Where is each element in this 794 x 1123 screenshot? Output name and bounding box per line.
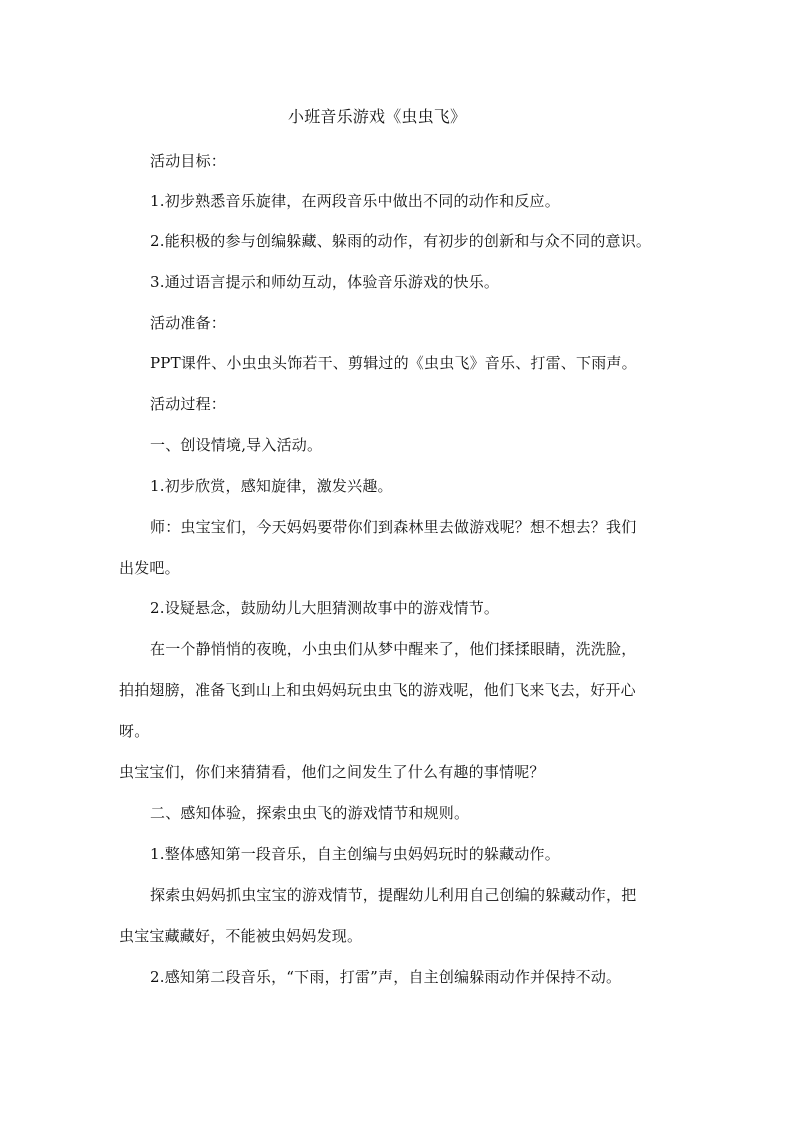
- paragraph-line: 1.初步熟悉音乐旋律，在两段音乐中做出不同的动作和反应。: [150, 192, 560, 210]
- paragraph-line: 呀。: [119, 722, 150, 740]
- paragraph-line: PPT课件、小虫虫头饰若干、剪辑过的《虫虫飞》音乐、打雷、下雨声。: [150, 354, 637, 372]
- paragraph-line: 一、创设情境,导入活动。: [150, 436, 323, 454]
- paragraph-line: 1.整体感知第一段音乐，自主创编与虫妈妈玩时的躲藏动作。: [150, 845, 560, 863]
- paragraph-line: 3.通过语言提示和师幼互动，体验音乐游戏的快乐。: [150, 273, 500, 291]
- paragraph-line: 二、感知体验，探索虫虫飞的游戏情节和规则。: [150, 804, 470, 822]
- paragraph-line: 探索虫妈妈抓虫宝宝的游戏情节，提醒幼儿利用自己创编的躲藏动作，把: [150, 886, 637, 904]
- section-heading-process: 活动过程：: [150, 395, 227, 413]
- section-heading-goals: 活动目标：: [150, 152, 227, 170]
- paragraph-line: 虫宝宝藏藏好，不能被虫妈妈发现。: [119, 927, 363, 945]
- page-title: 小班音乐游戏《虫虫飞》: [288, 107, 467, 126]
- paragraph-line: 出发吧。: [119, 559, 180, 577]
- paragraph-line: 拍拍翅膀，准备飞到山上和虫妈妈玩虫虫飞的游戏呢，他们飞来飞去，好开心: [119, 681, 636, 699]
- paragraph-line: 2.设疑悬念，鼓励幼儿大胆猜测故事中的游戏情节。: [150, 599, 500, 617]
- section-heading-preparation: 活动准备：: [150, 314, 227, 332]
- paragraph-line: 虫宝宝们，你们来猜猜看，他们之间发生了什么有趣的事情呢？: [119, 763, 545, 781]
- paragraph-line: 1.初步欣赏，感知旋律，激发兴趣。: [150, 477, 393, 495]
- paragraph-line: 在一个静悄悄的夜晚，小虫虫们从梦中醒来了，他们揉揉眼睛，洗洗脸，: [150, 640, 637, 658]
- paragraph-line: 2.感知第二段音乐，“下雨，打雷”声，自主创编躲雨动作并保持不动。: [150, 968, 622, 986]
- paragraph-line: 2.能积极的参与创编躲藏、躲雨的动作，有初步的创新和与众不同的意识。: [150, 232, 652, 250]
- paragraph-line: 师：虫宝宝们，今天妈妈要带你们到森林里去做游戏呢？想不想去？我们: [150, 518, 637, 536]
